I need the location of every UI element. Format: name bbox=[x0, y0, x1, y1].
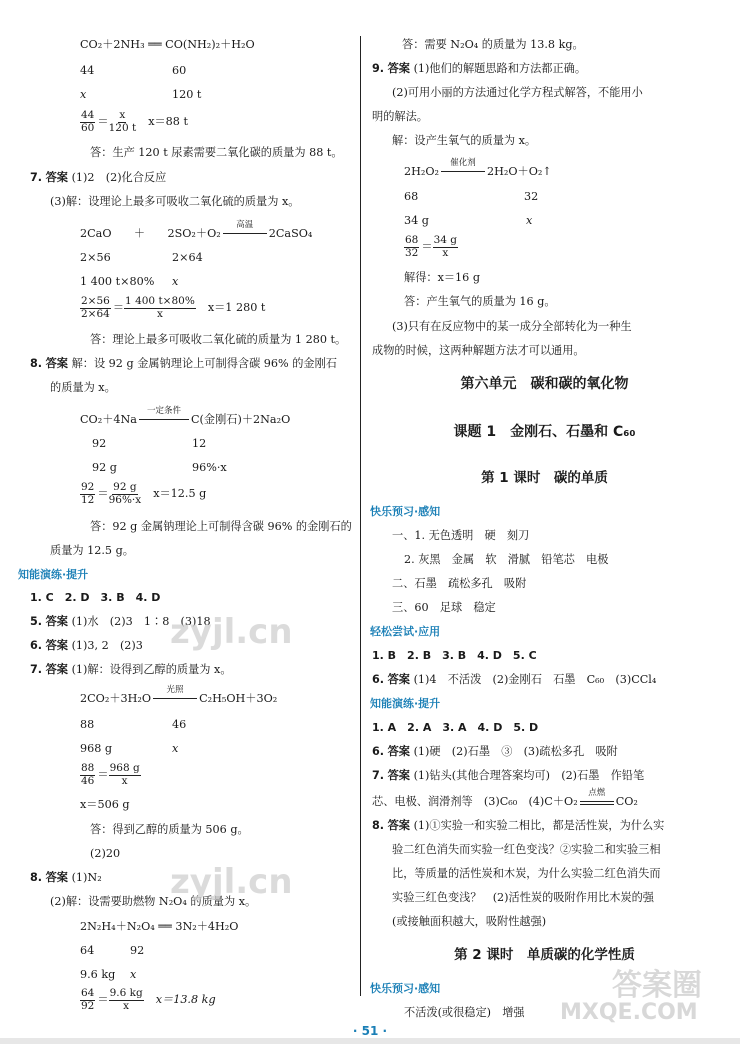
k-line-4: 三、60 足球 稳定 bbox=[392, 601, 496, 614]
ratio-row-2b: 120 t bbox=[172, 88, 202, 101]
q7-proportion: 2×56 2×64 ＝ 1 400 t×80% x x＝1 280 t bbox=[81, 295, 266, 320]
q8-ratio-2a: 92 g bbox=[92, 461, 117, 474]
s6-line: 6. 答案 (1)3, 2 (2)3 bbox=[30, 639, 143, 652]
zhineng-mc: 1. A 2. A 3. A 4. D 5. D bbox=[372, 721, 539, 734]
q9-ratio-1b: 32 bbox=[524, 190, 539, 203]
q9-part3-b: 成物的时候，这两种解题方法才可以通用。 bbox=[372, 344, 585, 357]
k-line-2: 2. 灰黑 金属 软 滑腻 铅笔芯 电极 bbox=[404, 553, 609, 566]
s8-ratio-2a: 9.6 kg bbox=[80, 968, 116, 981]
s7-part2: (2)20 bbox=[90, 847, 121, 860]
page-number: · 51 · bbox=[352, 1024, 388, 1038]
q7-line: 7. 答案 (1)2 (2)化合反应 bbox=[30, 171, 167, 184]
section-kuaile-1: 快乐预习·感知 bbox=[370, 505, 441, 518]
z8-line: 8. 答案 (1)①实验一和实验二相比，都是活性炭，为什么实 bbox=[372, 819, 665, 832]
q9-part3-a: (3)只有在反应物中的某一成分全部转化为一种生 bbox=[392, 320, 632, 333]
q8-ratio-1b: 12 bbox=[192, 437, 207, 450]
q9-part2-a: (2)可用小丽的方法通过化学方程式解答，不能用小 bbox=[392, 86, 643, 99]
proportion-1: 44 60 ＝ x 120 t x＝88 t bbox=[81, 109, 188, 134]
q8-line2: 的质量为 x。 bbox=[50, 381, 116, 394]
s7-equation: 2CO₂＋3H₂O 光照 C₂H₅OH＋3O₂ bbox=[80, 685, 278, 705]
s5-line: 5. 答案 (1)水 (2)3 1∶8 (3)18 bbox=[30, 615, 211, 628]
k-line-3: 二、石墨 疏松多孔 吸附 bbox=[392, 577, 527, 590]
watermark-zyjl-2: zyjl.cn bbox=[170, 862, 293, 902]
q7-answer: 答：理论上最多可吸收二氧化硫的质量为 1 280 t。 bbox=[90, 333, 347, 346]
q6-line: 6. 答案 (1)4 不活泼 (2)金刚石 石墨 C₆₀ (3)CCl₄ bbox=[372, 673, 657, 686]
q8-line: 8. 答案 解：设 92 g 金属钠理论上可制得含碳 96% 的金刚石 bbox=[30, 357, 337, 370]
q8-equation: CO₂＋4Na 一定条件 C(金刚石)＋2Na₂O bbox=[80, 406, 291, 426]
q8-ratio-1a: 92 bbox=[92, 437, 107, 450]
z6-line: 6. 答案 (1)硬 (2)石墨 ③ (3)疏松多孔 吸附 bbox=[372, 745, 618, 758]
period-2-title: 第 2 课时 单质碳的化学性质 bbox=[454, 947, 635, 963]
q7-equation: 2CaO ＋ 2SO₂＋O₂ 高温 2CaSO₄ bbox=[80, 220, 313, 240]
qingsong-mc: 1. B 2. B 3. B 4. D 5. C bbox=[372, 649, 537, 662]
s7-ratio-1b: 46 bbox=[172, 718, 187, 731]
s8-proportion: 64 92 ＝ 9.6 kg x x＝13.8 kg bbox=[81, 987, 216, 1012]
q9-ratio-2a: 34 g bbox=[404, 214, 429, 227]
z8-line-d: 实验三红色变浅？ (2)活性炭的吸附作用比木炭的强 bbox=[392, 891, 654, 904]
q7-part3: (3)解：设理论上最多可吸收二氧化硫的质量为 x。 bbox=[50, 195, 300, 208]
ratio-row-1a: 44 bbox=[80, 64, 95, 77]
q9-line: 9. 答案 (1)他们的解题思路和方法都正确。 bbox=[372, 62, 587, 75]
s8-ratio-2b: x bbox=[130, 968, 137, 981]
s8-ratio-1b: 92 bbox=[130, 944, 145, 957]
s7-ratio-2b: x bbox=[172, 742, 179, 755]
watermark-zyjl-1: zyjl.cn bbox=[170, 612, 293, 652]
q7-ratio-2a: 1 400 t×80% bbox=[80, 275, 155, 288]
z7-line-2: 芯、电极、润滑剂等 (3)C₆₀ (4)C＋O₂ 点燃 CO₂ bbox=[372, 788, 638, 808]
s8-equation: 2N₂H₄＋N₂O₄ ══ 3N₂＋4H₂O bbox=[80, 920, 239, 933]
unit-title: 第六单元 碳和碳的氧化物 bbox=[460, 376, 629, 392]
k-line-1: 一、1. 无色透明 硬 刻刀 bbox=[392, 529, 530, 542]
s8-part2: (2)解：设需要助燃物 N₂O₄ 的质量为 x。 bbox=[50, 895, 257, 908]
last-line: 不活泼(或很稳定) 增强 bbox=[404, 1006, 525, 1019]
section-qingsong: 轻松尝试·应用 bbox=[370, 625, 441, 638]
q8-ratio-2b: 96%·x bbox=[192, 461, 227, 474]
q7-ratio-1a: 2×56 bbox=[80, 251, 111, 264]
z8-line-c: 比，等质量的活性炭和木炭，为什么实验二红色消失而 bbox=[392, 867, 661, 880]
s7-answer: 答：得到乙醇的质量为 506 g。 bbox=[90, 823, 249, 836]
z8-line-e: (或接触面积越大，吸附性越强) bbox=[392, 915, 547, 928]
section-zhineng-left: 知能演练·提升 bbox=[18, 568, 89, 581]
q9-ratio-1a: 68 bbox=[404, 190, 419, 203]
q9-result: 解得：x＝16 g bbox=[404, 271, 481, 284]
answer-6: 答：生产 120 t 尿素需要二氧化碳的质量为 88 t。 bbox=[90, 146, 343, 159]
z8-line-b: 验二红色消失而实验一红色变浅？②实验二和实验三相 bbox=[392, 843, 661, 856]
z7-line: 7. 答案 (1)钻头(其他合理答案均可) (2)石墨 作铅笔 bbox=[372, 769, 645, 782]
ratio-row-1b: 60 bbox=[172, 64, 187, 77]
s7-ratio-2a: 968 g bbox=[80, 742, 113, 755]
watermark-mxqe: MXQE.COM bbox=[560, 1000, 698, 1025]
mc-answers-left: 1. C 2. D 3. B 4. D bbox=[30, 591, 161, 604]
s8-ratio-1a: 64 bbox=[80, 944, 95, 957]
q9-equation: 2H₂O₂ 催化剂 2H₂O＋O₂↑ bbox=[404, 158, 552, 178]
lesson-title: 课题 1 金刚石、石墨和 C₆₀ bbox=[453, 424, 636, 440]
q8-proportion: 92 12 ＝ 92 g 96%·x x＝12.5 g bbox=[81, 481, 207, 506]
s8-line: 8. 答案 (1)N₂ bbox=[30, 871, 102, 884]
watermark-answer-circle: 答案圈 bbox=[612, 968, 702, 1003]
bottom-strip bbox=[0, 1038, 740, 1044]
q9-answer: 答：产生氧气的质量为 16 g。 bbox=[404, 295, 556, 308]
section-kuaile-2: 快乐预习·感知 bbox=[370, 982, 441, 995]
q8-answer-1: 答：92 g 金属钠理论上可制得含碳 96% 的金刚石的 bbox=[90, 520, 352, 533]
s7-result: x＝506 g bbox=[80, 798, 130, 811]
q9-part2-b: 明的解法。 bbox=[372, 110, 428, 123]
section-zhineng-right: 知能演练·提升 bbox=[370, 697, 441, 710]
q9-solve: 解：设产生氧气的质量为 x。 bbox=[392, 134, 537, 147]
s7-line: 7. 答案 (1)解：设得到乙醇的质量为 x。 bbox=[30, 663, 232, 676]
ratio-row-2a: x bbox=[80, 88, 87, 101]
s7-proportion: 88 46 ＝ 968 g x bbox=[81, 762, 140, 787]
answer-top-right: 答：需要 N₂O₄ 的质量为 13.8 kg。 bbox=[402, 38, 584, 51]
q9-proportion: 68 32 ＝ 34 g x bbox=[405, 234, 457, 259]
equation-urea: CO₂＋2NH₃ ══ CO(NH₂)₂＋H₂O bbox=[80, 38, 255, 51]
q7-ratio-1b: 2×64 bbox=[172, 251, 203, 264]
q8-answer-2: 质量为 12.5 g。 bbox=[50, 544, 134, 557]
s7-ratio-1a: 88 bbox=[80, 718, 95, 731]
q9-ratio-2b: x bbox=[526, 214, 533, 227]
period-1-title: 第 1 课时 碳的单质 bbox=[481, 470, 608, 486]
q7-ratio-2b: x bbox=[172, 275, 179, 288]
column-divider bbox=[360, 36, 361, 996]
